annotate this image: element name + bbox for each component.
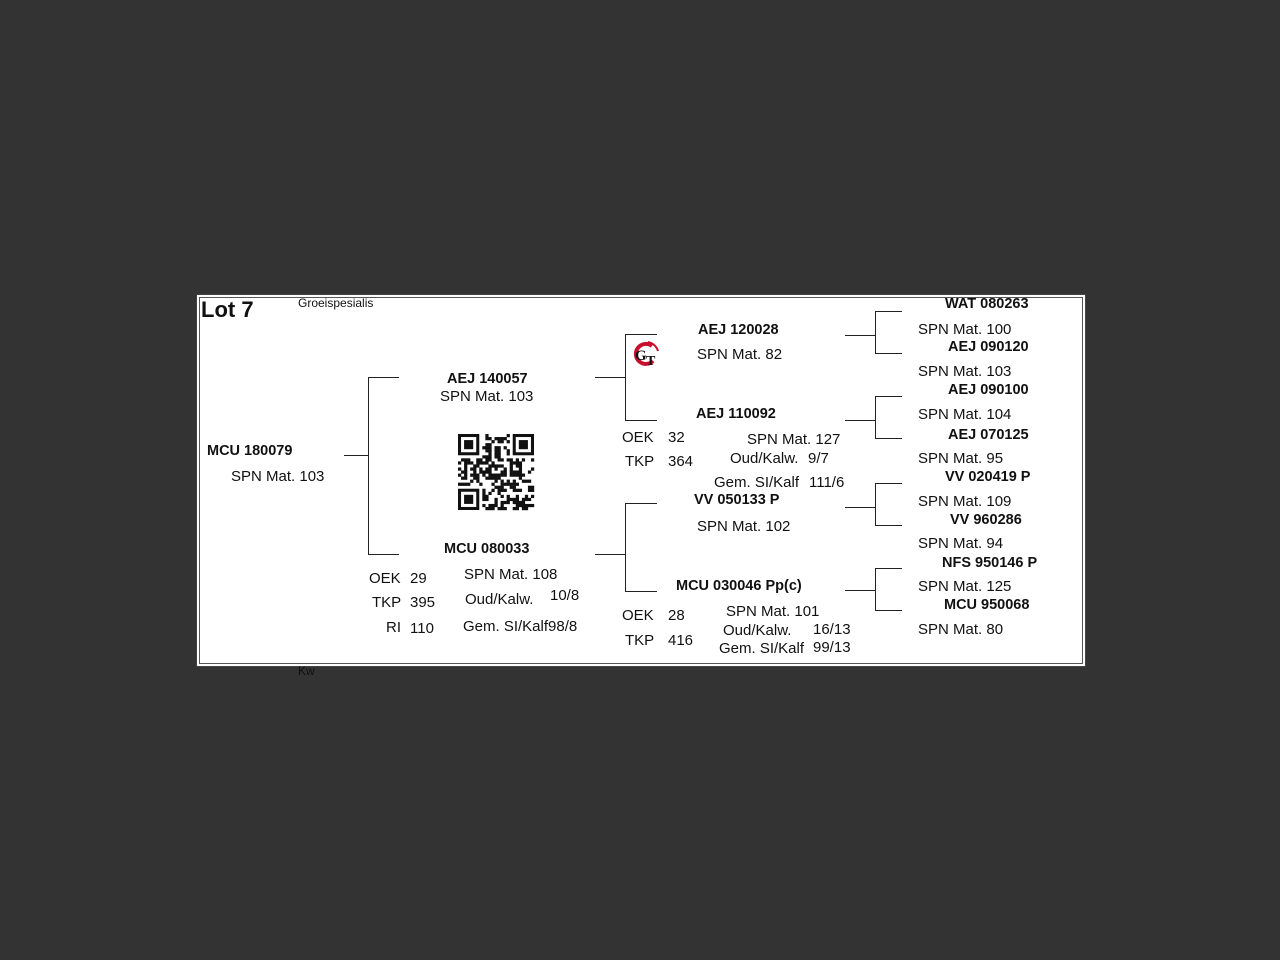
- sire-mother-id: AEJ 110092: [696, 406, 776, 422]
- connector: [595, 377, 625, 378]
- dam-tkp-label: TKP: [372, 594, 402, 611]
- gg-sire-mother-father-spn: SPN Mat. 104: [918, 406, 1012, 423]
- sire-father-id: AEJ 120028: [698, 322, 779, 338]
- dam-mother-oek-value: 28: [668, 607, 685, 624]
- dam-spn: SPN Mat. 108: [464, 566, 558, 583]
- connector: [875, 311, 876, 354]
- dam-mother-tkp-value: 416: [668, 632, 694, 649]
- dam-father-spn: SPN Mat. 102: [697, 518, 791, 535]
- connector: [595, 554, 625, 555]
- sire-mother-gem-label: Gem. SI/Kalf: [714, 474, 800, 491]
- connector: [344, 455, 368, 456]
- connector: [625, 334, 657, 335]
- connector: [875, 353, 902, 354]
- dam-mother-tkp-label: TKP: [625, 632, 655, 649]
- connector: [625, 503, 626, 592]
- connector: [875, 568, 902, 569]
- sire-mother-oud-value: 9/7: [808, 450, 829, 467]
- connector: [368, 554, 399, 555]
- connector: [875, 610, 902, 611]
- connector: [875, 568, 876, 611]
- connector: [368, 377, 369, 555]
- dam-gem: Gem. SI/Kalf98/8: [463, 618, 578, 635]
- sire-mother-tkp-value: 364: [668, 453, 694, 470]
- sire-mother-gem-value: 111/6: [809, 474, 845, 491]
- dam-mother-oek-label: OEK: [622, 607, 654, 624]
- connector: [875, 396, 876, 439]
- gg-dam-father-father-spn: SPN Mat. 109: [918, 493, 1012, 510]
- sire-mother-oek-value: 32: [668, 429, 685, 446]
- gg-sire-father-father-spn: SPN Mat. 100: [918, 321, 1012, 338]
- gg-dam-mother-mother-spn: SPN Mat. 80: [918, 621, 1004, 638]
- gg-sire-father-mother-id: AEJ 090120: [948, 339, 1029, 355]
- connector: [875, 438, 902, 439]
- sire-mother-tkp-label: TKP: [625, 453, 655, 470]
- qr-code-icon: [458, 434, 534, 510]
- sire-id: AEJ 140057: [447, 371, 528, 387]
- gg-dam-mother-father-id: NFS 950146 P: [942, 555, 1038, 571]
- dam-mother-oud-value: 16/13: [813, 621, 851, 638]
- connector: [625, 503, 657, 504]
- gt-logo-icon: [631, 339, 661, 369]
- sire-mother-oek-label: OEK: [622, 429, 654, 446]
- pedigree-document: [196, 294, 1086, 678]
- dam-oud-value: 10/8: [550, 587, 580, 604]
- connector: [875, 483, 876, 526]
- footer-text: Kw: [298, 664, 315, 678]
- svg-text:T: T: [646, 354, 656, 369]
- gg-dam-father-mother-id: VV 960286: [950, 512, 1022, 528]
- animal-id: MCU 180079: [207, 443, 293, 459]
- dam-ri-value: 110: [410, 620, 434, 637]
- connector: [625, 334, 626, 421]
- dam-oud-label: Oud/Kalw.: [465, 591, 534, 608]
- connector: [875, 311, 902, 312]
- lot-title: Lot 7: [201, 297, 254, 322]
- gg-sire-mother-mother-id: AEJ 070125: [948, 427, 1029, 443]
- connector: [625, 420, 657, 421]
- connector: [625, 591, 657, 592]
- animal-spn: SPN Mat. 103: [231, 468, 325, 485]
- svg-text:G: G: [635, 348, 647, 364]
- dam-oek-label: OEK: [369, 570, 401, 587]
- gg-dam-mother-mother-id: MCU 950068: [944, 597, 1030, 613]
- connector: [845, 335, 875, 336]
- connector: [845, 590, 875, 591]
- gg-dam-mother-father-spn: SPN Mat. 125: [918, 578, 1012, 595]
- gg-dam-father-mother-spn: SPN Mat. 94: [918, 535, 1004, 552]
- category-label: Groeispesialis: [298, 296, 374, 310]
- connector: [368, 377, 399, 378]
- sire-mother-oud-label: Oud/Kalw.: [730, 450, 799, 467]
- connector: [875, 525, 902, 526]
- dam-father-id: VV 050133 P: [694, 492, 780, 508]
- connector: [845, 420, 875, 421]
- gg-sire-father-mother-spn: SPN Mat. 103: [918, 363, 1012, 380]
- gg-dam-father-father-id: VV 020419 P: [945, 469, 1031, 485]
- dam-mother-gem-label: Gem. SI/Kalf: [719, 640, 805, 657]
- dam-oek-value: 29: [410, 570, 427, 587]
- dam-mother-id: MCU 030046 Pp(c): [676, 578, 802, 594]
- connector: [875, 396, 902, 397]
- connector: [875, 483, 902, 484]
- gg-sire-father-father-id: WAT 080263: [945, 296, 1029, 312]
- dam-mother-spn: SPN Mat. 101: [726, 603, 820, 620]
- sire-mother-spn: SPN Mat. 127: [747, 431, 841, 448]
- connector: [845, 507, 875, 508]
- dam-mother-gem-value: 99/13: [813, 639, 851, 656]
- dam-mother-oud-label: Oud/Kalw.: [723, 622, 792, 639]
- dam-ri-label: RI: [386, 619, 401, 636]
- gg-sire-mother-father-id: AEJ 090100: [948, 382, 1029, 398]
- gg-sire-mother-mother-spn: SPN Mat. 95: [918, 450, 1004, 467]
- dam-id: MCU 080033: [444, 541, 530, 557]
- sire-spn: SPN Mat. 103: [440, 388, 534, 405]
- dam-tkp-value: 395: [410, 594, 436, 611]
- sire-father-spn: SPN Mat. 82: [697, 346, 783, 363]
